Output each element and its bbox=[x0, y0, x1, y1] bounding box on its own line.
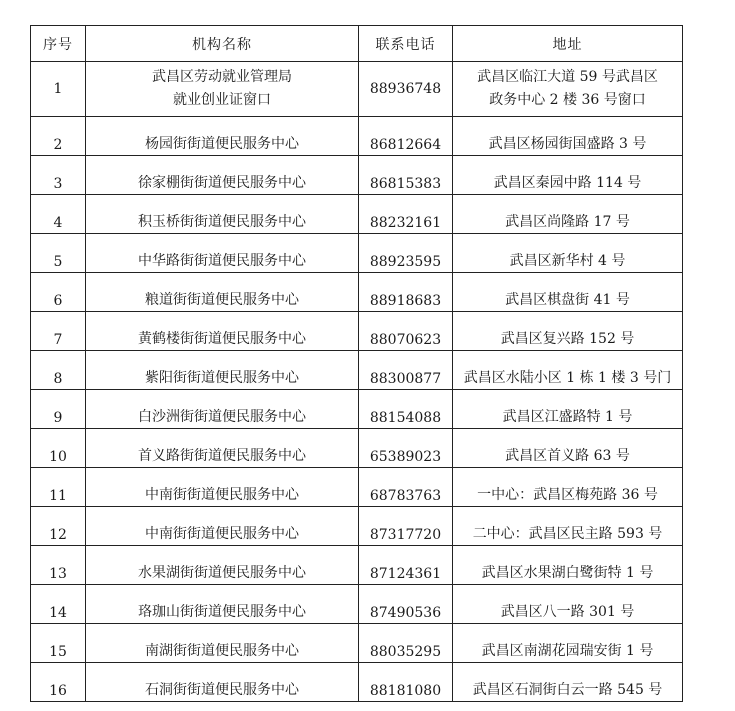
cell-address: 武昌区新华村 4 号 bbox=[453, 234, 683, 273]
cell-name-line2: 就业创业证窗口 bbox=[173, 92, 271, 108]
cell-address: 武昌区八一路 301 号 bbox=[453, 585, 683, 624]
cell-phone: 87124361 bbox=[359, 546, 453, 585]
cell-address: 武昌区尚隆路 17 号 bbox=[453, 195, 683, 234]
header-name: 机构名称 bbox=[86, 26, 359, 62]
cell-seq: 1 bbox=[31, 62, 86, 117]
cell-address: 武昌区秦园中路 114 号 bbox=[453, 156, 683, 195]
cell-address: 武昌区首义路 63 号 bbox=[453, 429, 683, 468]
cell-seq: 9 bbox=[31, 390, 86, 429]
cell-address: 武昌区水果湖白鹭街特 1 号 bbox=[453, 546, 683, 585]
header-row bbox=[31, 26, 683, 62]
cell-phone: 88070623 bbox=[359, 312, 453, 351]
table-row bbox=[31, 390, 683, 429]
cell-seq: 16 bbox=[31, 663, 86, 702]
cell-address: 一中心：武昌区梅苑路 36 号 bbox=[453, 468, 683, 507]
header-phone: 联系电话 bbox=[359, 26, 453, 62]
table-row bbox=[31, 507, 683, 546]
cell-seq: 3 bbox=[31, 156, 86, 195]
cell-address: 武昌区杨园街国盛路 3 号 bbox=[453, 117, 683, 156]
cell-name: 积玉桥街街道便民服务中心 bbox=[86, 195, 359, 234]
cell-name: 南湖街街道便民服务中心 bbox=[86, 624, 359, 663]
cell-name: 黄鹤楼街街道便民服务中心 bbox=[86, 312, 359, 351]
cell-phone: 88936748 bbox=[359, 62, 453, 117]
cell-seq: 15 bbox=[31, 624, 86, 663]
cell-phone: 88918683 bbox=[359, 273, 453, 312]
table-row bbox=[31, 117, 683, 156]
cell-seq: 4 bbox=[31, 195, 86, 234]
cell-name: 石洞街街道便民服务中心 bbox=[86, 663, 359, 702]
cell-phone: 88923595 bbox=[359, 234, 453, 273]
cell-address: 武昌区复兴路 152 号 bbox=[453, 312, 683, 351]
cell-seq: 6 bbox=[31, 273, 86, 312]
cell-name: 中南街街道便民服务中心 bbox=[86, 468, 359, 507]
cell-seq: 13 bbox=[31, 546, 86, 585]
cell-name: 首义路街街道便民服务中心 bbox=[86, 429, 359, 468]
cell-name: 粮道街街道便民服务中心 bbox=[86, 273, 359, 312]
cell-seq: 10 bbox=[31, 429, 86, 468]
cell-seq: 11 bbox=[31, 468, 86, 507]
cell-seq: 12 bbox=[31, 507, 86, 546]
cell-name: 徐家棚街街道便民服务中心 bbox=[86, 156, 359, 195]
table-row bbox=[31, 312, 683, 351]
cell-seq: 14 bbox=[31, 585, 86, 624]
cell-name-line1: 武昌区劳动就业管理局 bbox=[152, 69, 292, 85]
table-row bbox=[31, 273, 683, 312]
cell-address-line2: 政务中心 2 楼 36 号窗口 bbox=[489, 92, 646, 108]
cell-name: 白沙洲街街道便民服务中心 bbox=[86, 390, 359, 429]
cell-phone: 88035295 bbox=[359, 624, 453, 663]
cell-phone: 88181080 bbox=[359, 663, 453, 702]
cell-address bbox=[453, 62, 683, 117]
cell-seq: 8 bbox=[31, 351, 86, 390]
cell-seq: 7 bbox=[31, 312, 86, 351]
cell-phone: 88232161 bbox=[359, 195, 453, 234]
cell-address-line1: 武昌区临江大道 59 号武昌区 bbox=[477, 69, 658, 85]
cell-phone: 65389023 bbox=[359, 429, 453, 468]
table-row bbox=[31, 234, 683, 273]
cell-seq: 5 bbox=[31, 234, 86, 273]
table-row bbox=[31, 156, 683, 195]
cell-phone: 87490536 bbox=[359, 585, 453, 624]
cell-phone: 87317720 bbox=[359, 507, 453, 546]
table-row bbox=[31, 663, 683, 702]
table-row bbox=[31, 468, 683, 507]
cell-phone: 86815383 bbox=[359, 156, 453, 195]
cell-phone: 88154088 bbox=[359, 390, 453, 429]
cell-name: 紫阳街街道便民服务中心 bbox=[86, 351, 359, 390]
table-row bbox=[31, 351, 683, 390]
cell-address: 武昌区石洞街白云一路 545 号 bbox=[453, 663, 683, 702]
cell-address: 武昌区水陆小区 1 栋 1 楼 3 号门 bbox=[453, 351, 683, 390]
table-row bbox=[31, 429, 683, 468]
table-row bbox=[31, 195, 683, 234]
cell-address: 武昌区棋盘街 41 号 bbox=[453, 273, 683, 312]
cell-phone: 88300877 bbox=[359, 351, 453, 390]
cell-name: 中南街街道便民服务中心 bbox=[86, 507, 359, 546]
cell-address: 武昌区南湖花园瑞安街 1 号 bbox=[453, 624, 683, 663]
header-seq: 序号 bbox=[31, 26, 86, 62]
cell-name: 中华路街街道便民服务中心 bbox=[86, 234, 359, 273]
table-row bbox=[31, 62, 683, 117]
header-address: 地址 bbox=[453, 26, 683, 62]
service-center-table bbox=[30, 25, 683, 702]
cell-name: 珞珈山街街道便民服务中心 bbox=[86, 585, 359, 624]
cell-name: 杨园街街道便民服务中心 bbox=[86, 117, 359, 156]
table-row bbox=[31, 585, 683, 624]
cell-address: 武昌区江盛路特 1 号 bbox=[453, 390, 683, 429]
cell-phone: 68783763 bbox=[359, 468, 453, 507]
cell-name: 水果湖街街道便民服务中心 bbox=[86, 546, 359, 585]
cell-name bbox=[86, 62, 359, 117]
table-row bbox=[31, 546, 683, 585]
cell-address: 二中心：武昌区民主路 593 号 bbox=[453, 507, 683, 546]
table-row bbox=[31, 624, 683, 663]
cell-seq: 2 bbox=[31, 117, 86, 156]
cell-phone: 86812664 bbox=[359, 117, 453, 156]
